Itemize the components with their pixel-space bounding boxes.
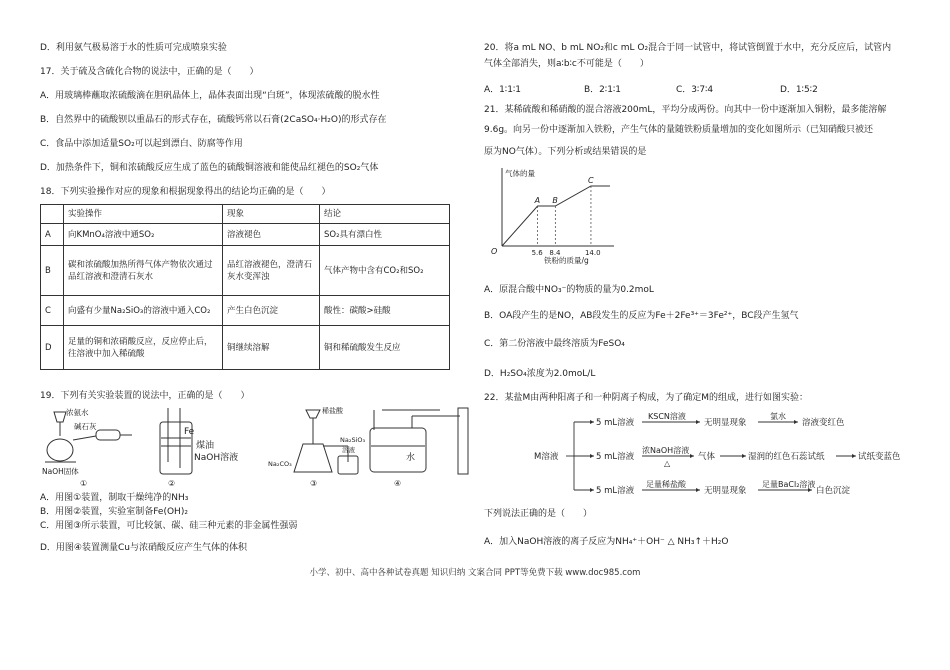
- origin-label: O: [491, 247, 498, 256]
- separatory-funnel-icon: [306, 410, 320, 418]
- fig-number: ③: [310, 479, 318, 488]
- table-cell: D: [41, 326, 64, 370]
- table-header-cell: 结论: [320, 205, 450, 224]
- fig-label: 溶液: [342, 446, 355, 454]
- table-row: [41, 246, 450, 296]
- table-cell: 气体产物中含有CO₂和SO₂: [320, 246, 450, 296]
- q16-option-d: D．利用氨气极易溶于水的性质可完成喷泉实验: [40, 43, 227, 53]
- table-header-row: [41, 205, 450, 224]
- fig-number: ④: [394, 479, 402, 488]
- table-header-cell: [41, 205, 64, 224]
- fig-label: Na₂SiO₃: [340, 436, 366, 444]
- flow-sample-2: 5 mL溶液: [596, 452, 635, 462]
- series-line: [502, 186, 610, 246]
- flow-reagent-hcl: 足量稀盐酸: [646, 480, 686, 489]
- x-tick-label: 8.4: [549, 249, 561, 257]
- x-tick-label: 5.6: [531, 249, 543, 257]
- q21-stem-line-1: 21．某稀硫酸和稀硝酸的混合溶液200mL，平均分成两份。向其中一份中逐渐加入铜粉，最多能溶解: [484, 105, 887, 115]
- q19-option-d: D．用图④装置测量Cu与浓硝酸反应产生气体的体积: [40, 543, 247, 553]
- table-cell: 足量的铜和浓硝酸反应，反应停止后，往溶液中加入稀硫酸: [64, 326, 223, 370]
- q19-option-a: A．用图①装置，制取干燥纯净的NH₃: [40, 493, 189, 503]
- point-label: C: [587, 176, 594, 185]
- fig-label: NaOH固体: [42, 467, 79, 476]
- page-footer: 小学、初中、高中各种试卷真题 知识归纳 文案合同 PPT等免费下载 www.doc985.com: [309, 568, 641, 578]
- q17-stem: 17．关于硫及含硫化合物的说法中，正确的是（ ）: [40, 67, 259, 77]
- table-cell: B: [41, 246, 64, 296]
- table-header-cell: 实验操作: [64, 205, 223, 224]
- q19-option-c: C．用图③所示装置，可比较氯、碳、硅三种元素的非金属性强弱: [40, 521, 298, 531]
- flow-result-3: 无明显现象: [704, 486, 747, 496]
- measuring-cylinder-icon: [458, 408, 468, 474]
- table-cell: 铜继续溶解: [223, 326, 320, 370]
- q22-tail: 下列说法正确的是（ ）: [484, 509, 593, 519]
- q17-option-c: C．食品中添加适量SO₂可以起到漂白、防腐等作用: [40, 139, 243, 149]
- q21-option-b: B．OA段产生的是NO，AB段发生的反应为Fe＋2Fe³⁺＝3Fe²⁺，BC段产生氢气: [484, 311, 799, 321]
- q21-stem-line-2: 9.6g。向另一份中逐渐加入铁粉，产生气体的量随铁粉质量增加的变化如图所示（已知硝酸只被还: [484, 125, 874, 135]
- table-header-cell: 现象: [223, 205, 320, 224]
- q21-option-c: C．第二份溶液中最终溶质为FeSO₄: [484, 339, 625, 349]
- table-cell: 品红溶液褪色，澄清石灰水变浑浊: [223, 246, 320, 296]
- point-label: A: [534, 196, 541, 205]
- table-cell: SO₂具有漂白性: [320, 224, 450, 246]
- fig-label: NaOH溶液: [194, 453, 239, 463]
- fig-number: ①: [80, 479, 88, 488]
- table-cell: A: [41, 224, 64, 246]
- flow-result-white: 白色沉淀: [816, 486, 851, 496]
- flow-result-red: 溶液变红色: [802, 418, 845, 428]
- q19-option-b: B．用图②装置，实验室制备Fe(OH)₂: [40, 507, 188, 517]
- q17-option-b: B．自然界中的硫酸钡以重晶石的形式存在，硫酸钙常以石膏(2CaSO₄·H₂O)的形式存在: [40, 115, 387, 125]
- q17-option-d: D．加热条件下，铜和浓硫酸反应生成了蓝色的硫酸铜溶液和能使品红褪色的SO₂气体: [40, 163, 379, 173]
- q19-apparatus-figure: [40, 402, 440, 488]
- table-cell: 酸性：碳酸>硅酸: [320, 296, 450, 326]
- q22-stem: 22．某盐M由两种阳离子和一种阴离子构成，为了确定M的组成，进行如图实验：: [484, 393, 808, 403]
- fig-label: 碱石灰: [74, 422, 97, 431]
- table-cell: 向盛有少量Na₂SiO₃的溶液中通入CO₂: [64, 296, 223, 326]
- table-row: [41, 224, 450, 246]
- flow-gas: 气体: [698, 452, 716, 462]
- flow-m-solution: M溶液: [534, 452, 559, 462]
- table-cell: 碳和浓硫酸加热所得气体产物依次通过品红溶液和澄清石灰水: [64, 246, 223, 296]
- q19-stem: 19．下列有关实验装置的说法中，正确的是（ ）: [40, 391, 250, 401]
- fig-label: 煤油: [196, 441, 215, 451]
- conical-flask-icon: [294, 444, 332, 472]
- flow-reagent-bacl2: 足量BaCl₂溶液: [762, 480, 816, 489]
- fig-label: Na₂CO₃: [268, 460, 292, 468]
- q20-stem-line-1: 20．将a mL NO、b mL NO₂和c mL O₂混合于同一试管中，将试管倒置于水中，充分反应后，试管内: [484, 43, 892, 53]
- q22-flow-diagram: [534, 410, 901, 500]
- flow-litmus-paper: 湿润的红色石蕊试纸: [748, 452, 825, 462]
- fig-label: Fe: [184, 427, 195, 437]
- fig-label: 浓氨水: [66, 408, 89, 417]
- flow-reagent-cl2: 氯水: [770, 412, 786, 421]
- q20-option-d: D．1∶5∶2: [780, 85, 818, 95]
- table-cell: 溶液褪色: [223, 224, 320, 246]
- x-axis-label: 铁粉的质量/g: [544, 256, 589, 265]
- q20-option-c: C．3∶7∶4: [676, 85, 714, 95]
- point-label: B: [552, 196, 558, 205]
- drying-tube-icon: [96, 430, 120, 440]
- table-cell: 铜和稀硫酸发生反应: [320, 326, 450, 370]
- q20-stem-line-2: 气体全部消失，则a∶b∶c不可能是（ ）: [484, 59, 649, 69]
- flow-reagent-kscn: KSCN溶液: [648, 412, 686, 421]
- q21-stem-line-3: 原为NO气体）。下列分析或结果错误的是: [484, 147, 647, 157]
- q21-option-d: D．H₂SO₄浓度为2.0moL/L: [484, 369, 596, 379]
- fig-number: ②: [168, 479, 176, 488]
- table-cell: C: [41, 296, 64, 326]
- flow-result-1: 无明显现象: [704, 418, 747, 428]
- flow-reagent-naoh: 浓NaOH溶液: [642, 446, 690, 455]
- fig-label: 水: [406, 453, 416, 463]
- q20-option-a: A．1∶1∶1: [484, 85, 522, 95]
- q17-option-a: A．用玻璃棒蘸取浓硫酸滴在胆矾晶体上，晶体表面出现“白斑”，体现浓硫酸的脱水性: [40, 91, 380, 101]
- flow-result-blue: 试纸变蓝色: [858, 452, 901, 462]
- fig-label: 稀盐酸: [322, 407, 343, 415]
- q22-option-a: A．加入NaOH溶液的离子反应为NH₄⁺＋OH⁻ △ NH₃↑＋H₂O: [484, 537, 729, 547]
- x-tick-label: 14.0: [584, 249, 601, 257]
- flow-heat: △: [664, 459, 671, 468]
- table-row: [41, 326, 450, 370]
- funnel-icon: [54, 412, 66, 422]
- table-row: [41, 296, 450, 326]
- flow-sample-3: 5 mL溶液: [596, 486, 635, 496]
- table-cell: 产生白色沉淀: [223, 296, 320, 326]
- table-cell: 向KMnO₄溶液中通SO₂: [64, 224, 223, 246]
- gas-bottle-icon: [370, 428, 426, 472]
- q20-option-b: B．2∶1∶1: [584, 85, 622, 95]
- q18-table: [40, 204, 450, 370]
- q18-stem: 18．下列实验操作对应的现象和根据现象得出的结论均正确的是（ ）: [40, 187, 331, 197]
- y-axis-label: 气体的量: [505, 169, 535, 178]
- q21-option-a: A．原混合酸中NO₃⁻的物质的量为0.2moL: [484, 285, 654, 295]
- flask-icon: [47, 439, 73, 461]
- flow-sample-1: 5 mL溶液: [596, 418, 635, 428]
- q21-chart: [488, 166, 618, 264]
